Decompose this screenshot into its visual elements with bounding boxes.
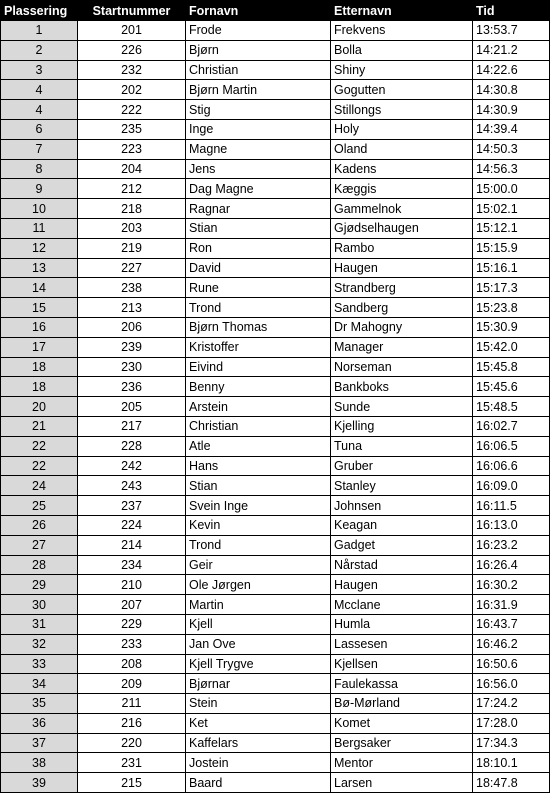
etternavn-cell: Mcclane <box>331 595 473 615</box>
tid-cell: 16:46.2 <box>473 634 550 654</box>
etternavn-cell: Stillongs <box>331 100 473 120</box>
plassering-cell: 9 <box>1 179 78 199</box>
startnummer-cell: 227 <box>78 258 186 278</box>
startnummer-cell: 217 <box>78 416 186 436</box>
tid-cell: 14:39.4 <box>473 119 550 139</box>
fornavn-cell: Hans <box>186 456 331 476</box>
plassering-cell: 28 <box>1 555 78 575</box>
table-row <box>1 416 550 436</box>
plassering-cell: 37 <box>1 733 78 753</box>
table-row <box>1 634 550 654</box>
startnummer-cell: 209 <box>78 674 186 694</box>
fornavn-cell: Kaffelars <box>186 733 331 753</box>
etternavn-cell: Larsen <box>331 773 473 793</box>
startnummer-cell: 238 <box>78 278 186 298</box>
fornavn-cell: Bjørn <box>186 40 331 60</box>
etternavn-cell: Stanley <box>331 476 473 496</box>
tid-cell: 16:11.5 <box>473 496 550 516</box>
fornavn-cell: Kjell Trygve <box>186 654 331 674</box>
table-row <box>1 159 550 179</box>
plassering-cell: 8 <box>1 159 78 179</box>
fornavn-cell: Bjørnar <box>186 674 331 694</box>
etternavn-cell: Shiny <box>331 60 473 80</box>
startnummer-cell: 243 <box>78 476 186 496</box>
plassering-cell: 4 <box>1 80 78 100</box>
etternavn-cell: Norseman <box>331 357 473 377</box>
etternavn-cell: Lassesen <box>331 634 473 654</box>
fornavn-cell: Stein <box>186 694 331 714</box>
plassering-cell: 2 <box>1 40 78 60</box>
plassering-cell: 22 <box>1 456 78 476</box>
table-row <box>1 614 550 634</box>
plassering-cell: 16 <box>1 317 78 337</box>
startnummer-cell: 203 <box>78 218 186 238</box>
table-row <box>1 218 550 238</box>
startnummer-cell: 223 <box>78 139 186 159</box>
table-row <box>1 476 550 496</box>
fornavn-cell: Arstein <box>186 397 331 417</box>
startnummer-cell: 236 <box>78 377 186 397</box>
plassering-cell: 17 <box>1 337 78 357</box>
fornavn-cell: Trond <box>186 298 331 318</box>
fornavn-cell: Bjørn Thomas <box>186 317 331 337</box>
fornavn-cell: David <box>186 258 331 278</box>
etternavn-cell: Tuna <box>331 436 473 456</box>
plassering-cell: 10 <box>1 199 78 219</box>
tid-cell: 16:56.0 <box>473 674 550 694</box>
tid-cell: 17:34.3 <box>473 733 550 753</box>
etternavn-cell: Bolla <box>331 40 473 60</box>
plassering-cell: 20 <box>1 397 78 417</box>
fornavn-cell: Jan Ove <box>186 634 331 654</box>
table-row <box>1 40 550 60</box>
header-plassering: Plassering <box>1 1 78 21</box>
plassering-cell: 31 <box>1 614 78 634</box>
tid-cell: 16:23.2 <box>473 535 550 555</box>
table-row <box>1 773 550 793</box>
etternavn-cell: Oland <box>331 139 473 159</box>
fornavn-cell: Trond <box>186 535 331 555</box>
fornavn-cell: Kevin <box>186 515 331 535</box>
plassering-cell: 18 <box>1 377 78 397</box>
header-etternavn: Etternavn <box>331 1 473 21</box>
header-fornavn: Fornavn <box>186 1 331 21</box>
plassering-cell: 15 <box>1 298 78 318</box>
etternavn-cell: Kjellsen <box>331 654 473 674</box>
tid-cell: 14:22.6 <box>473 60 550 80</box>
tid-cell: 15:17.3 <box>473 278 550 298</box>
startnummer-cell: 215 <box>78 773 186 793</box>
header-startnummer: Startnummer <box>78 1 186 21</box>
tid-cell: 16:30.2 <box>473 575 550 595</box>
startnummer-cell: 230 <box>78 357 186 377</box>
etternavn-cell: Gadget <box>331 535 473 555</box>
startnummer-cell: 237 <box>78 496 186 516</box>
fornavn-cell: Christian <box>186 60 331 80</box>
etternavn-cell: Kjelling <box>331 416 473 436</box>
tid-cell: 15:48.5 <box>473 397 550 417</box>
startnummer-cell: 226 <box>78 40 186 60</box>
table-row <box>1 674 550 694</box>
plassering-cell: 7 <box>1 139 78 159</box>
startnummer-cell: 239 <box>78 337 186 357</box>
startnummer-cell: 213 <box>78 298 186 318</box>
fornavn-cell: Ket <box>186 713 331 733</box>
table-row <box>1 753 550 773</box>
fornavn-cell: Svein Inge <box>186 496 331 516</box>
startnummer-cell: 208 <box>78 654 186 674</box>
fornavn-cell: Kjell <box>186 614 331 634</box>
fornavn-cell: Inge <box>186 119 331 139</box>
startnummer-cell: 233 <box>78 634 186 654</box>
startnummer-cell: 201 <box>78 21 186 41</box>
etternavn-cell: Bankboks <box>331 377 473 397</box>
etternavn-cell: Mentor <box>331 753 473 773</box>
etternavn-cell: Manager <box>331 337 473 357</box>
tid-cell: 16:31.9 <box>473 595 550 615</box>
tid-cell: 14:56.3 <box>473 159 550 179</box>
tid-cell: 15:45.6 <box>473 377 550 397</box>
tid-cell: 16:09.0 <box>473 476 550 496</box>
tid-cell: 15:12.1 <box>473 218 550 238</box>
fornavn-cell: Geir <box>186 555 331 575</box>
plassering-cell: 12 <box>1 238 78 258</box>
tid-cell: 15:02.1 <box>473 199 550 219</box>
table-row <box>1 139 550 159</box>
table-row <box>1 278 550 298</box>
startnummer-cell: 205 <box>78 397 186 417</box>
table-header <box>1 1 550 21</box>
etternavn-cell: Rambo <box>331 238 473 258</box>
plassering-cell: 18 <box>1 357 78 377</box>
plassering-cell: 11 <box>1 218 78 238</box>
etternavn-cell: Gammelnok <box>331 199 473 219</box>
fornavn-cell: Rune <box>186 278 331 298</box>
fornavn-cell: Ron <box>186 238 331 258</box>
tid-cell: 15:00.0 <box>473 179 550 199</box>
startnummer-cell: 224 <box>78 515 186 535</box>
table-row <box>1 377 550 397</box>
table-row <box>1 21 550 41</box>
tid-cell: 14:21.2 <box>473 40 550 60</box>
plassering-cell: 32 <box>1 634 78 654</box>
startnummer-cell: 202 <box>78 80 186 100</box>
tid-cell: 14:50.3 <box>473 139 550 159</box>
tid-cell: 18:10.1 <box>473 753 550 773</box>
table-row <box>1 238 550 258</box>
etternavn-cell: Sunde <box>331 397 473 417</box>
table-body <box>1 21 550 793</box>
startnummer-cell: 234 <box>78 555 186 575</box>
table-row <box>1 595 550 615</box>
etternavn-cell: Faulekassa <box>331 674 473 694</box>
etternavn-cell: Holy <box>331 119 473 139</box>
plassering-cell: 14 <box>1 278 78 298</box>
table-row <box>1 357 550 377</box>
plassering-cell: 24 <box>1 476 78 496</box>
header-tid: Tid <box>473 1 550 21</box>
table-row <box>1 456 550 476</box>
fornavn-cell: Eivind <box>186 357 331 377</box>
fornavn-cell: Frode <box>186 21 331 41</box>
startnummer-cell: 232 <box>78 60 186 80</box>
etternavn-cell: Gjødselhaugen <box>331 218 473 238</box>
fornavn-cell: Stig <box>186 100 331 120</box>
plassering-cell: 22 <box>1 436 78 456</box>
tid-cell: 14:30.8 <box>473 80 550 100</box>
plassering-cell: 27 <box>1 535 78 555</box>
table-row <box>1 80 550 100</box>
startnummer-cell: 229 <box>78 614 186 634</box>
etternavn-cell: Kæggis <box>331 179 473 199</box>
plassering-cell: 1 <box>1 21 78 41</box>
fornavn-cell: Benny <box>186 377 331 397</box>
tid-cell: 13:53.7 <box>473 21 550 41</box>
startnummer-cell: 212 <box>78 179 186 199</box>
tid-cell: 16:50.6 <box>473 654 550 674</box>
plassering-cell: 35 <box>1 694 78 714</box>
plassering-cell: 6 <box>1 119 78 139</box>
table-row <box>1 535 550 555</box>
table-row <box>1 258 550 278</box>
table-row <box>1 179 550 199</box>
fornavn-cell: Martin <box>186 595 331 615</box>
table-row <box>1 694 550 714</box>
startnummer-cell: 214 <box>78 535 186 555</box>
fornavn-cell: Baard <box>186 773 331 793</box>
etternavn-cell: Dr Mahogny <box>331 317 473 337</box>
etternavn-cell: Keagan <box>331 515 473 535</box>
fornavn-cell: Christian <box>186 416 331 436</box>
fornavn-cell: Kristoffer <box>186 337 331 357</box>
startnummer-cell: 210 <box>78 575 186 595</box>
tid-cell: 15:16.1 <box>473 258 550 278</box>
etternavn-cell: Johnsen <box>331 496 473 516</box>
table-row <box>1 337 550 357</box>
plassering-cell: 26 <box>1 515 78 535</box>
startnummer-cell: 204 <box>78 159 186 179</box>
etternavn-cell: Bø-Mørland <box>331 694 473 714</box>
fornavn-cell: Atle <box>186 436 331 456</box>
startnummer-cell: 231 <box>78 753 186 773</box>
startnummer-cell: 222 <box>78 100 186 120</box>
etternavn-cell: Sandberg <box>331 298 473 318</box>
plassering-cell: 30 <box>1 595 78 615</box>
tid-cell: 17:24.2 <box>473 694 550 714</box>
table-row <box>1 397 550 417</box>
plassering-cell: 4 <box>1 100 78 120</box>
fornavn-cell: Ragnar <box>186 199 331 219</box>
startnummer-cell: 206 <box>78 317 186 337</box>
plassering-cell: 36 <box>1 713 78 733</box>
tid-cell: 16:43.7 <box>473 614 550 634</box>
tid-cell: 15:23.8 <box>473 298 550 318</box>
plassering-cell: 13 <box>1 258 78 278</box>
table-row <box>1 298 550 318</box>
plassering-cell: 39 <box>1 773 78 793</box>
plassering-cell: 21 <box>1 416 78 436</box>
startnummer-cell: 216 <box>78 713 186 733</box>
etternavn-cell: Bergsaker <box>331 733 473 753</box>
tid-cell: 16:13.0 <box>473 515 550 535</box>
tid-cell: 15:30.9 <box>473 317 550 337</box>
tid-cell: 16:26.4 <box>473 555 550 575</box>
tid-cell: 16:02.7 <box>473 416 550 436</box>
table-row <box>1 733 550 753</box>
startnummer-cell: 219 <box>78 238 186 258</box>
table-row <box>1 713 550 733</box>
etternavn-cell: Kadens <box>331 159 473 179</box>
fornavn-cell: Stian <box>186 476 331 496</box>
etternavn-cell: Strandberg <box>331 278 473 298</box>
tid-cell: 14:30.9 <box>473 100 550 120</box>
tid-cell: 16:06.6 <box>473 456 550 476</box>
etternavn-cell: Haugen <box>331 258 473 278</box>
etternavn-cell: Humla <box>331 614 473 634</box>
table-row <box>1 555 550 575</box>
plassering-cell: 3 <box>1 60 78 80</box>
table-row <box>1 575 550 595</box>
plassering-cell: 33 <box>1 654 78 674</box>
startnummer-cell: 235 <box>78 119 186 139</box>
startnummer-cell: 242 <box>78 456 186 476</box>
startnummer-cell: 207 <box>78 595 186 615</box>
fornavn-cell: Magne <box>186 139 331 159</box>
table-row <box>1 317 550 337</box>
etternavn-cell: Komet <box>331 713 473 733</box>
tid-cell: 17:28.0 <box>473 713 550 733</box>
table-row <box>1 119 550 139</box>
tid-cell: 16:06.5 <box>473 436 550 456</box>
etternavn-cell: Nårstad <box>331 555 473 575</box>
table-row <box>1 436 550 456</box>
etternavn-cell: Gogutten <box>331 80 473 100</box>
plassering-cell: 25 <box>1 496 78 516</box>
table-row <box>1 654 550 674</box>
plassering-cell: 34 <box>1 674 78 694</box>
header-row <box>1 1 550 21</box>
table-row <box>1 515 550 535</box>
table-row <box>1 60 550 80</box>
startnummer-cell: 211 <box>78 694 186 714</box>
fornavn-cell: Stian <box>186 218 331 238</box>
fornavn-cell: Ole Jørgen <box>186 575 331 595</box>
startnummer-cell: 220 <box>78 733 186 753</box>
tid-cell: 15:15.9 <box>473 238 550 258</box>
etternavn-cell: Frekvens <box>331 21 473 41</box>
etternavn-cell: Gruber <box>331 456 473 476</box>
etternavn-cell: Haugen <box>331 575 473 595</box>
plassering-cell: 38 <box>1 753 78 773</box>
startnummer-cell: 218 <box>78 199 186 219</box>
tid-cell: 15:45.8 <box>473 357 550 377</box>
plassering-cell: 29 <box>1 575 78 595</box>
fornavn-cell: Jens <box>186 159 331 179</box>
table-row <box>1 496 550 516</box>
fornavn-cell: Bjørn Martin <box>186 80 331 100</box>
fornavn-cell: Jostein <box>186 753 331 773</box>
table-row <box>1 100 550 120</box>
fornavn-cell: Dag Magne <box>186 179 331 199</box>
startnummer-cell: 228 <box>78 436 186 456</box>
tid-cell: 18:47.8 <box>473 773 550 793</box>
tid-cell: 15:42.0 <box>473 337 550 357</box>
table-row <box>1 199 550 219</box>
